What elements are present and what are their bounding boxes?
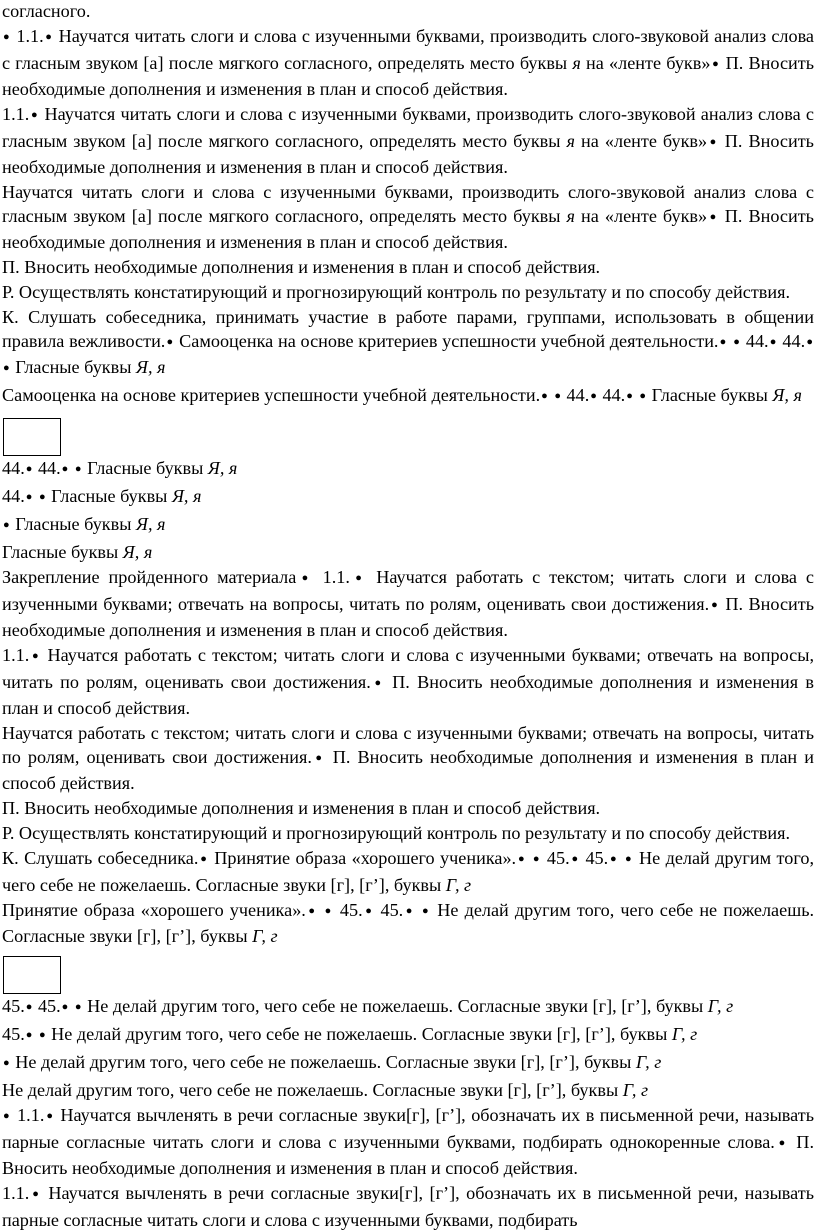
bullet-icon: [74, 996, 83, 1016]
bullet-icon: [2, 26, 11, 46]
text: 44.: [562, 385, 590, 405]
text: Гласные буквы: [10, 357, 136, 377]
paragraph: [2, 722, 814, 796]
bullet-icon: [403, 900, 415, 920]
text: Научатся работать с текстом; читать слоги и слова с изученными буквами; отвечать на вопросы, читать по ролям, оценивать свои достижения.: [2, 723, 814, 767]
bullet-icon: [805, 331, 814, 351]
text: П. Вносить необходимые дополнения и изменения в план и способ действия.: [2, 257, 601, 277]
paragraph: [2, 25, 814, 102]
text: П. Вносить необходимые дополнения и изменения в план и способ действия.: [2, 798, 601, 818]
bullet-icon: [38, 486, 47, 506]
text: 45.: [333, 899, 363, 920]
bullet-icon: [570, 848, 580, 868]
bullet-icon: [306, 900, 318, 920]
paragraph: [2, 384, 814, 411]
text: 44.: [741, 330, 769, 351]
text: Научатся вычленять в речи согласные звуки[г], [г’], обозначать их в письменной речи, называть парные согласные читать слоги и слова с изученными буквами, подбирать: [2, 1183, 814, 1230]
italic-text: я: [566, 130, 575, 151]
text: Принятие образа «хорошего ученика».: [2, 899, 306, 920]
bullet-icon: [25, 1024, 34, 1044]
paragraph: [2, 181, 814, 255]
bullet-icon: [44, 1105, 55, 1125]
italic-text: Я, я: [171, 486, 202, 506]
text: 1.1.: [2, 645, 30, 665]
bullet-icon: [589, 385, 598, 405]
text: 45.: [2, 1024, 25, 1044]
italic-text: Я, я: [772, 385, 802, 405]
italic-text: Г, г: [707, 996, 734, 1016]
text: П. Вносить необходимые дополнения и изменения в план и способ действия.: [2, 130, 814, 177]
text: Самооценка на основе критериев успешности учебной деятельности.: [2, 385, 541, 405]
bullet-icon: [769, 331, 778, 351]
bullet-icon: [44, 26, 54, 46]
paragraph: [2, 1051, 814, 1078]
paragraph: [2, 513, 814, 540]
paragraph: [2, 103, 814, 180]
text: Самооценка на основе критериев успешности учебной деятельности.: [174, 330, 719, 351]
text: Не делай другим того, чего себе не пожелаешь. Согласные звуки [г], [г’], буквы: [2, 848, 814, 895]
bullet-icon: [25, 486, 34, 506]
text: Р. Осуществлять констатирующий и прогнозирующий контроль по результату и по способу действия.: [2, 823, 791, 843]
paragraph: [2, 899, 814, 949]
text: 44.: [777, 330, 806, 351]
bullet-icon: [350, 567, 367, 587]
text: Не делай другим того, чего себе не пожелаешь. Согласные звуки [г], [г’], буквы: [2, 899, 815, 946]
text: на «ленте букв»: [575, 130, 708, 151]
text: Научатся читать слоги и слова с изученными буквами, производить слого-звуковой анализ слова с гласным звуком [а] после мягкого согласного, определять место буквы: [2, 182, 814, 226]
bullet-icon: [29, 104, 39, 124]
bullet-icon: [553, 385, 562, 405]
paragraph: [2, 995, 814, 1022]
paragraph: [2, 457, 814, 484]
paragraph: [2, 306, 814, 383]
bullet-icon: [707, 206, 719, 226]
text: Принятие образа «хорошего ученика».: [208, 848, 517, 868]
bullet-icon: [709, 594, 720, 614]
bullet-icon: [198, 848, 208, 868]
italic-text: Г, г: [635, 1052, 662, 1072]
text: П. Вносить необходимые дополнения и изменения в план и способ действия.: [2, 593, 814, 640]
bullet-icon: [718, 331, 727, 351]
bullet-icon: [371, 672, 385, 692]
text: К. Слушать собеседника, принимать участие в работе парами, группами, использовать в общении правила вежливости.: [2, 307, 814, 351]
bullet-icon: [61, 996, 70, 1016]
bullet-icon: [2, 357, 11, 377]
text: 44.: [597, 385, 626, 405]
text: Гласные буквы: [46, 486, 172, 506]
text: 1.1.: [11, 1105, 45, 1125]
bullet-icon: [732, 331, 741, 351]
italic-text: Г, г: [252, 926, 278, 946]
text: Научатся читать слоги и слова с изученными буквами, производить слого-звуковой анализ слова с гласным звуком [а] после мягкого согласного, определять место буквы: [2, 26, 814, 73]
text: на «ленте букв»: [575, 205, 708, 226]
text: 45.: [33, 996, 61, 1016]
text: 1.1.: [2, 104, 30, 124]
italic-text: Я, я: [136, 514, 166, 534]
italic-text: я: [566, 205, 575, 226]
text: Гласные буквы: [2, 542, 123, 562]
paragraph: [2, 0, 814, 24]
text: Гласные буквы: [82, 458, 208, 478]
bullet-icon: [625, 385, 634, 405]
paragraph: [2, 1079, 814, 1103]
text: П. Вносить необходимые дополнения и изменения в план и способ действия.: [2, 52, 814, 99]
bullet-icon: [775, 1132, 789, 1152]
bullet-icon: [2, 514, 11, 534]
bullet-icon: [608, 848, 618, 868]
text: 45.: [580, 848, 609, 868]
text: Научатся работать с текстом; читать слоги и слова с изученными буквами; отвечать на вопросы, читать по ролям, оценивать свои достижения.: [2, 645, 814, 692]
text: 1.1.: [11, 26, 44, 46]
bullet-icon: [421, 900, 431, 920]
bullet-icon: [296, 567, 313, 587]
text: согласного.: [2, 1, 91, 21]
empty-image-box: [3, 418, 61, 456]
text: 1.1.: [2, 1183, 30, 1203]
text: К. Слушать собеседника.: [2, 848, 199, 868]
text: Гласные буквы: [10, 514, 136, 534]
text: Не делай другим того, чего себе не пожелаешь. Согласные звуки [г], [г’], буквы: [2, 1080, 623, 1100]
italic-text: Я, я: [122, 542, 153, 562]
bullet-icon: [38, 1024, 47, 1044]
text: 45.: [374, 899, 404, 920]
bullet-icon: [324, 900, 334, 920]
paragraph: [2, 485, 814, 512]
text: П. Вносить необходимые дополнения и изменения в план и способ действия.: [2, 205, 814, 252]
bullet-icon: [540, 385, 549, 405]
italic-text: Я, я: [136, 357, 166, 377]
empty-image-box: [3, 956, 61, 994]
bullet-icon: [29, 645, 41, 665]
italic-text: Г, г: [445, 874, 472, 895]
text: Р. Осуществлять констатирующий и прогнозирующий контроль по результату и по способу действия.: [2, 282, 791, 302]
paragraph: [2, 797, 814, 821]
italic-text: Я, я: [207, 458, 238, 478]
bullet-icon: [516, 848, 526, 868]
italic-text: я: [572, 52, 581, 73]
text: П. Вносить необходимые дополнения и изменения в план и способ действия.: [2, 746, 814, 793]
paragraph: [2, 644, 814, 721]
text: на «ленте букв»: [580, 52, 711, 73]
text: 44.: [33, 458, 61, 478]
text: Гласные буквы: [647, 385, 773, 405]
text: 45.: [541, 848, 570, 868]
italic-text: Г, г: [671, 1024, 698, 1044]
text: П. Вносить необходимые дополнения и изменения в план и способ действия.: [2, 1131, 814, 1178]
text: 44.: [2, 458, 25, 478]
text: Не делай другим того, чего себе не пожелаешь. Согласные звуки [г], [г’], буквы: [10, 1052, 636, 1072]
text: Закрепление пройденного материала: [2, 567, 297, 587]
paragraph: [2, 541, 814, 565]
text: 1.1.: [313, 567, 350, 587]
paragraph: [2, 256, 814, 280]
text: Научатся вычленять в речи согласные звуки[г], [г’], обозначать их в письменной речи, называть парные согласные читать слоги и слова с изученными буквами, подбирать однокоренные слова.: [2, 1105, 815, 1152]
paragraph: [2, 822, 814, 846]
paragraph: [2, 1104, 814, 1181]
text: Не делай другим того, чего себе не пожелаешь. Согласные звуки [г], [г’], буквы: [82, 996, 708, 1016]
bullet-icon: [2, 1052, 11, 1072]
bullet-icon: [624, 848, 634, 868]
bullet-icon: [707, 131, 719, 151]
bullet-icon: [363, 900, 375, 920]
bullet-icon: [638, 385, 647, 405]
text: Научатся работать с текстом; читать слоги и слова с изученными буквами; отвечать на вопросы, читать по ролям, оценивать свои достижения.: [2, 567, 815, 614]
text: 44.: [2, 486, 25, 506]
text: Не делай другим того, чего себе не пожелаешь. Согласные звуки [г], [г’], буквы: [46, 1024, 672, 1044]
bullet-icon: [2, 1105, 12, 1125]
paragraph: [2, 566, 814, 643]
text: 45.: [2, 996, 25, 1016]
text: П. Вносить необходимые дополнения и изменения в план и способ действия.: [2, 671, 814, 718]
paragraph: [2, 847, 814, 897]
bullet-icon: [29, 1183, 42, 1203]
bullet-icon: [61, 458, 70, 478]
italic-text: Г, г: [622, 1080, 649, 1100]
paragraph: [2, 281, 814, 305]
paragraph: [2, 1182, 814, 1232]
bullet-icon: [74, 458, 83, 478]
bullet-icon: [710, 53, 720, 73]
paragraph: [2, 1023, 814, 1050]
text: Научатся читать слоги и слова с изученными буквами, производить слого-звуковой анализ слова с гласным звуком [а] после мягкого согласного, определять место буквы: [2, 104, 814, 151]
bullet-icon: [312, 747, 326, 767]
